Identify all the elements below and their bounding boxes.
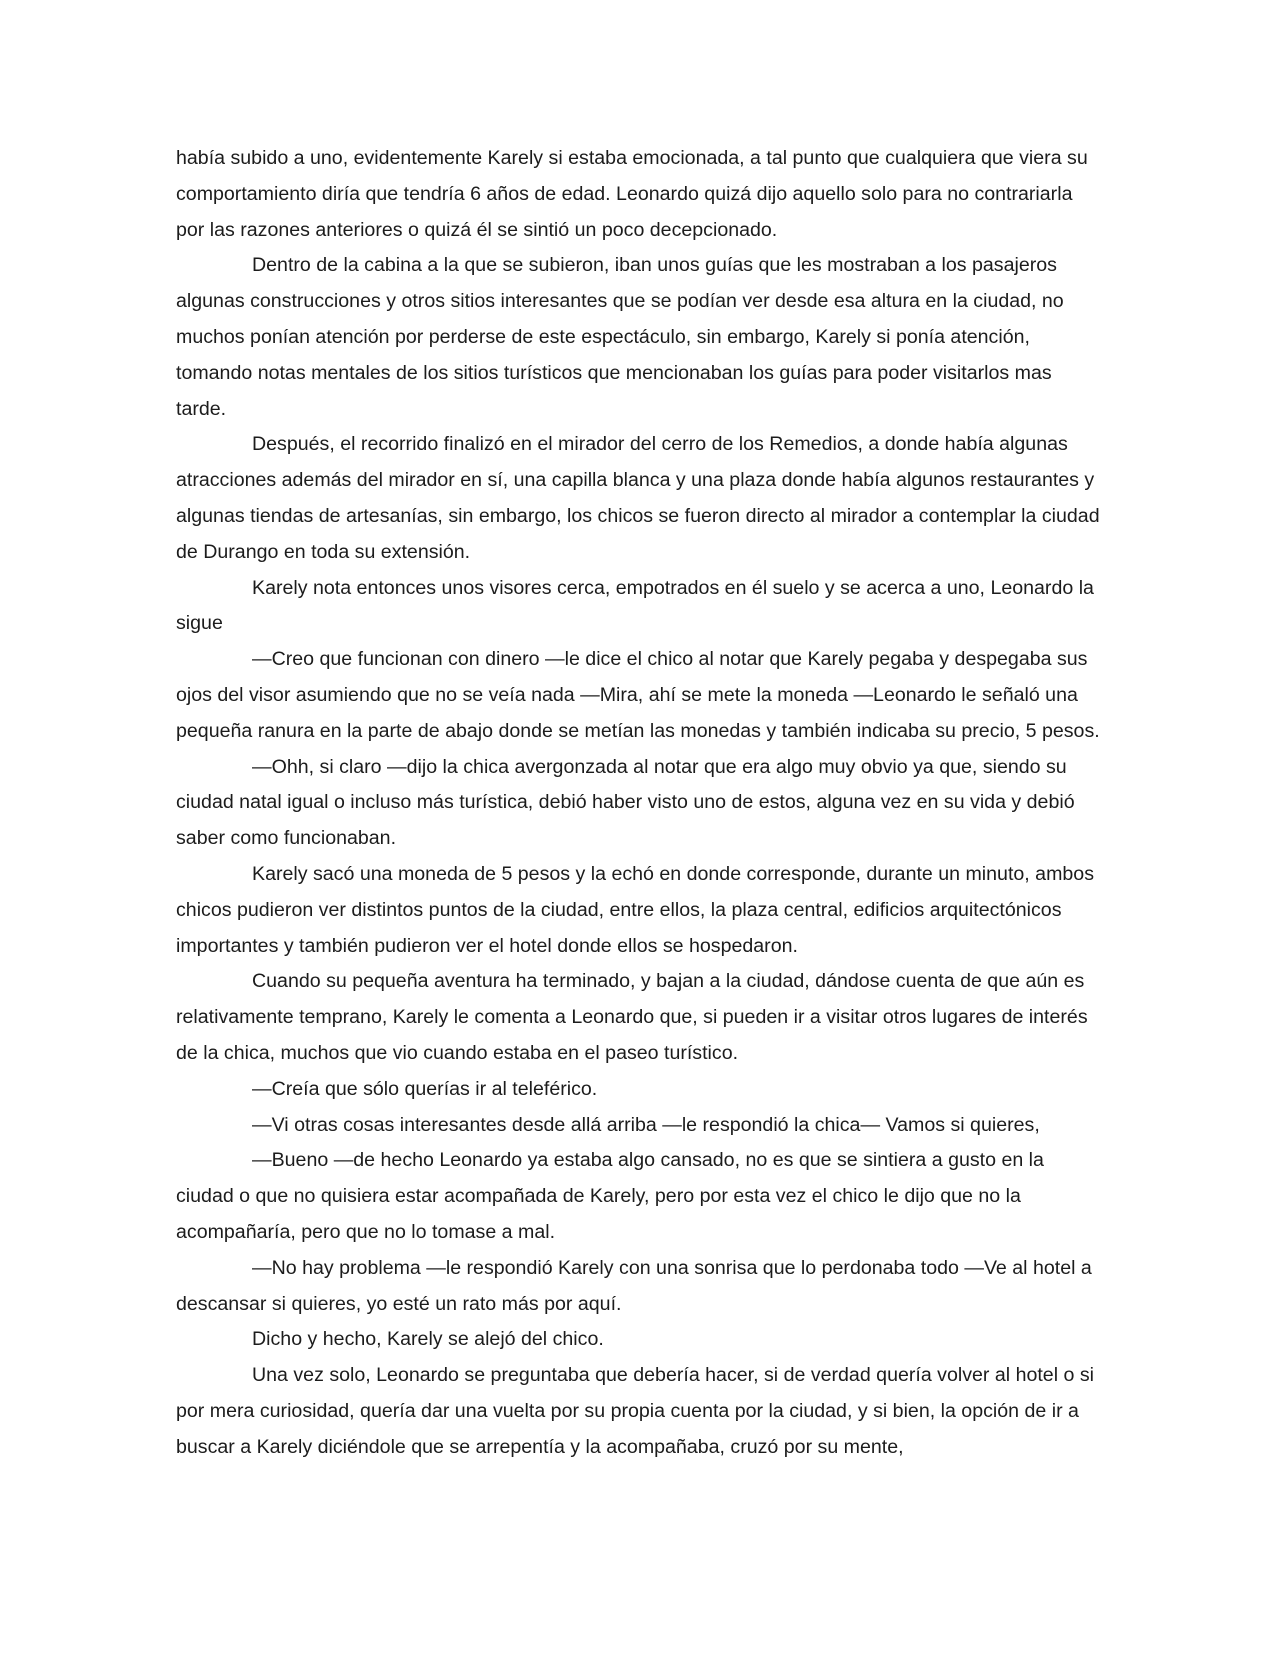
paragraph-4: Karely nota entonces unos visores cerca, empotrados en él suelo y se acerca a uno, Leonardo la sigue — [176, 576, 1094, 635]
paragraph-8: Cuando su pequeña aventura ha terminado, y bajan a la ciudad, dándose cuenta de que aún es relativamente temprano, Karely le comenta a Leonardo que, si pueden ir a visitar otros lugares de interés de la chica, muchos que vio cuando estaba en el paseo turístico. — [176, 970, 1088, 1064]
paragraph-12: —No hay problema —le respondió Karely con una sonrisa que lo perdonaba todo —Ve al hotel a descansar si quieres, yo esté un rato más por aquí. — [176, 1256, 1092, 1315]
paragraph-2: Dentro de la cabina a la que se subieron, iban unos guías que les mostraban a los pasajeros algunas construcciones y otros sitios interesantes que se podían ver desde esa altura en la ciudad, no muchos ponían atención por perderse de este espectáculo, sin embargo, Karely si ponía atención, tomando notas mentales de los sitios turísticos que mencionaban los guías para poder visitarlos mas tarde. — [176, 254, 1064, 420]
paragraph-10: —Vi otras cosas interesantes desde allá arriba —le respondió la chica— Vamos si quieres, — [252, 1113, 1040, 1136]
paragraph-1: había subido a uno, evidentemente Karely si estaba emocionada, a tal punto que cualquiera que viera su comportamiento diría que tendría 6 años de edad. Leonardo quizá dijo aquello solo para no contrariarla por las razones anteriores o quizá él se sintió un poco decepcionado. — [176, 147, 1088, 241]
document-body — [176, 141, 1100, 1465]
paragraph-14: Una vez solo, Leonardo se preguntaba que debería hacer, si de verdad quería volver al hotel o si por mera curiosidad, quería dar una vuelta por su propia cuenta por la ciudad, y si bien, la opción de ir a buscar a Karely diciéndole que se arrepentía y la acompañaba, cruzó por su mente, — [176, 1364, 1094, 1458]
paragraph-3: Después, el recorrido finalizó en el mirador del cerro de los Remedios, a donde había algunas atracciones además del mirador en sí, una capilla blanca y una plaza donde había algunos restaurantes y algunas tiendas de artesanías, sin embargo, los chicos se fueron directo al mirador a contemplar la ciudad de Durango en toda su extensión. — [176, 433, 1100, 563]
paragraph-7: Karely sacó una moneda de 5 pesos y la echó en donde corresponde, durante un minuto, ambos chicos pudieron ver distintos puntos de la ciudad, entre ellos, la plaza central, edificios arquitectónicos importantes y también pudieron ver el hotel donde ellos se hospedaron. — [176, 862, 1094, 957]
paragraph-11: —Bueno —de hecho Leonardo ya estaba algo cansado, no es que se sintiera a gusto en la ciudad o que no quisiera estar acompañada de Karely, pero por esta vez el chico le dijo que no la acompañaría, pero que no lo tomase a mal. — [176, 1149, 1044, 1243]
paragraph-5: —Creo que funcionan con dinero —le dice el chico al notar que Karely pegaba y despegaba sus ojos del visor asumiendo que no se veía nada —Mira, ahí se mete la moneda —Leonardo le señaló una pequeña ranura en la parte de abajo donde se metían las monedas y también indicaba su precio, 5 pesos. — [176, 648, 1100, 742]
paragraph-13: Dicho y hecho, Karely se alejó del chico. — [252, 1328, 604, 1351]
paragraph-6: —Ohh, si claro —dijo la chica avergonzada al notar que era algo muy obvio ya que, siendo su ciudad natal igual o incluso más turística, debió haber visto uno de estos, alguna vez en su vida y debió saber como funcionaban. — [176, 755, 1075, 850]
paragraph-9: —Creía que sólo querías ir al teleférico. — [252, 1077, 598, 1100]
